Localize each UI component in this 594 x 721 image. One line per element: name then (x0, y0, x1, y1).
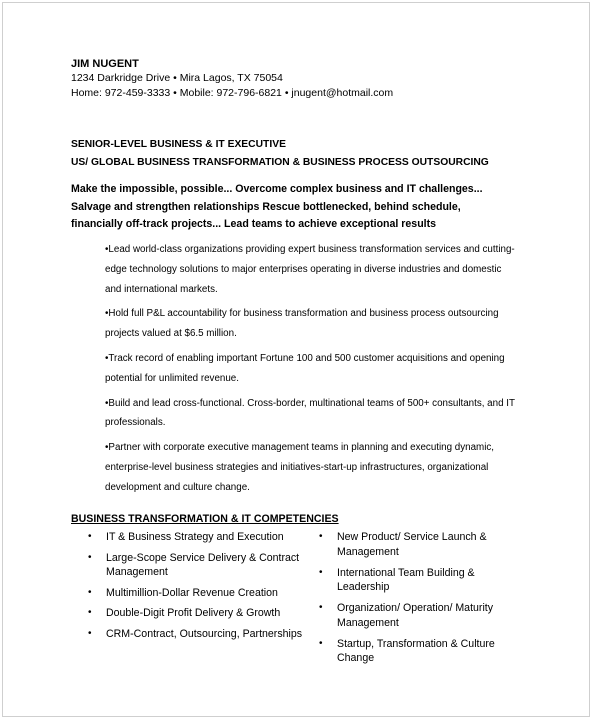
competency-label: International Team Building & Leadership (337, 566, 475, 593)
competency-label: IT & Business Strategy and Execution (106, 531, 284, 543)
phone-email-line: Home: 972-459-3333 • Mobile: 972-796-6821 • jnugent@hotmail.com (71, 87, 394, 99)
competency-item (319, 566, 529, 595)
highlights-list (105, 240, 515, 503)
bullet-icon: • (88, 607, 92, 618)
competency-item (319, 530, 529, 559)
competency-item (88, 627, 308, 642)
highlight-item: •Track record of enabling important Fortune 100 and 500 customer acquisitions and opening potential for unlimited revenue. (105, 352, 505, 384)
bullet-icon: • (319, 531, 323, 542)
bullet-icon: • (88, 551, 92, 563)
competency-label: Organization/ Operation/ Maturity Management (337, 602, 494, 629)
competencies-right-column (319, 530, 529, 672)
highlight-item: •Build and lead cross-functional. Cross-border, multinational teams of 500+ consultants, and IT professionals. (105, 397, 515, 429)
bullet-icon: • (88, 531, 92, 542)
competency-label: Large-Scope Service Delivery & Contract Management (106, 551, 300, 578)
headline-title: SENIOR-LEVEL BUSINESS & IT EXECUTIVE (71, 139, 286, 150)
highlight-item: •Hold full P&L accountability for business transformation and business process outsourcing projects valued at $6.5 million. (105, 308, 499, 340)
competency-item (319, 601, 529, 630)
competencies-left-column (88, 530, 308, 647)
competency-label: Startup, Transformation & Culture Change (337, 637, 495, 664)
highlight-item: •Lead world-class organizations providing expert business transformation services and cutting-edge technology solutions to major enterprises operating in diverse industries and domestic and international markets. (105, 244, 515, 295)
bullet-icon: • (319, 602, 323, 613)
competency-item (319, 637, 529, 666)
address-line: 1234 Darkridge Drive • Mira Lagos, TX 75054 (71, 72, 283, 84)
headline-subtitle: US/ GLOBAL BUSINESS TRANSFORMATION & BUSINESS PROCESS OUTSOURCING (71, 157, 489, 168)
competency-label: CRM-Contract, Outsourcing, Partnerships (106, 627, 303, 640)
candidate-name: JIM NUGENT (71, 58, 139, 70)
competency-label: Multimillion-Dollar Revenue Creation (106, 586, 278, 599)
competency-item (88, 586, 308, 601)
summary-paragraph: Make the impossible, possible... Overcome complex business and IT challenges... Salvage and strengthen relationships Rescue bottlenecked, behind schedule, financially off-track projects... Lead teams to achieve exceptional results (71, 183, 483, 230)
bullet-icon: • (319, 637, 323, 649)
competency-item (88, 606, 308, 621)
competency-item (88, 530, 308, 545)
competencies-heading: BUSINESS TRANSFORMATION & IT COMPETENCIES (71, 513, 339, 525)
competency-label: New Product/ Service Launch & Management (337, 531, 487, 558)
competency-item (88, 551, 308, 580)
bullet-icon: • (88, 586, 92, 598)
bullet-icon: • (88, 627, 92, 639)
competency-label: Double-Digit Profit Delivery & Growth (106, 607, 281, 619)
highlight-item: •Partner with corporate executive management teams in planning and executing dynamic, enterprise-level business strategies and initiatives-start-up infrastructures, organizational development and culture change. (105, 442, 494, 493)
bullet-icon: • (319, 566, 323, 578)
